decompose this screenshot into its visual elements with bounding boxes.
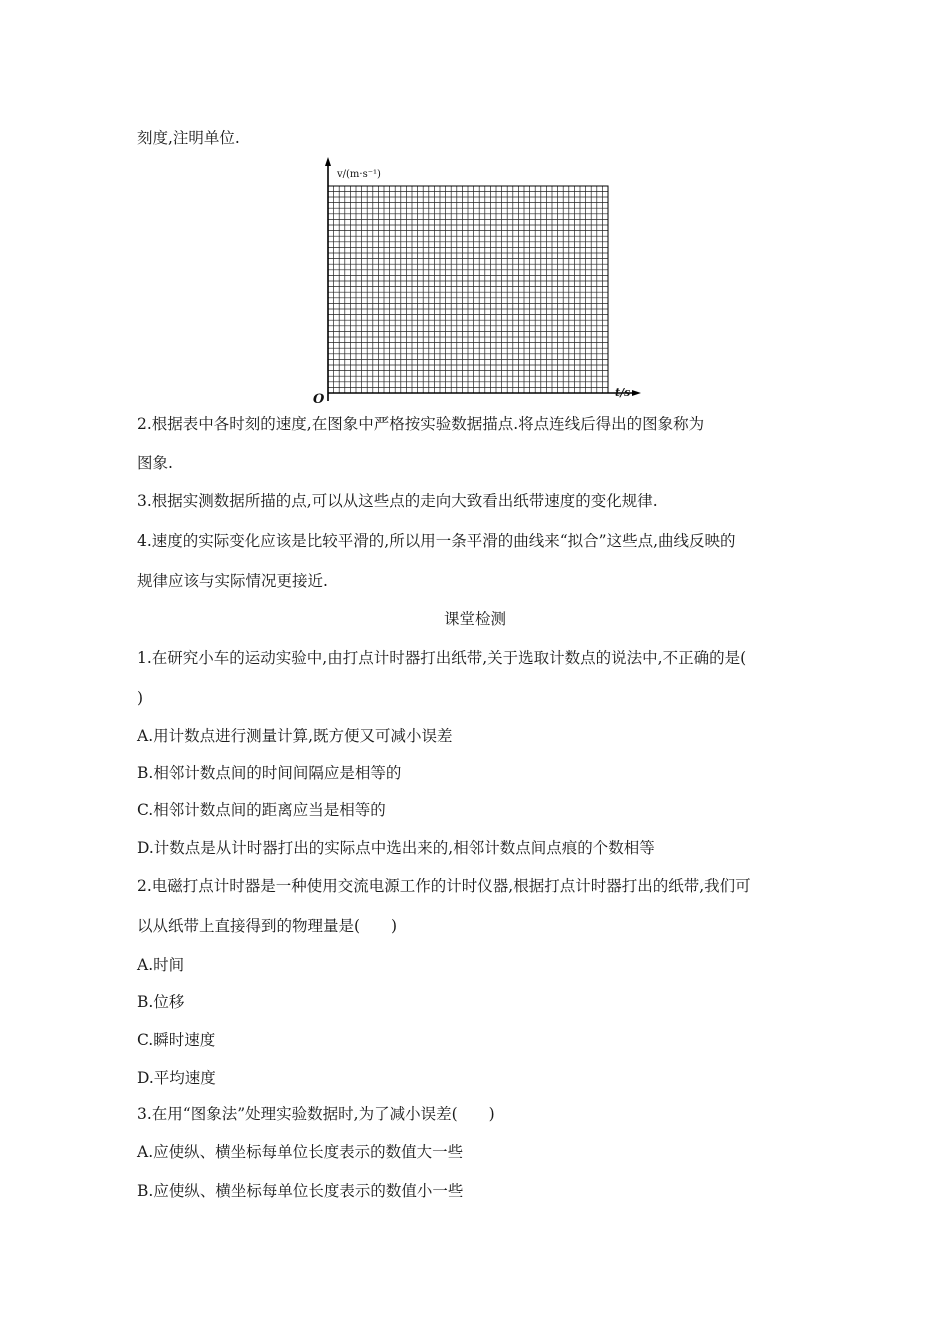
question-3-option-b: B.应使纵、横坐标每单位长度表示的数值小一些: [137, 1182, 464, 1200]
question-2-stem: 2.电磁打点计时器是一种使用交流电源工作的计时仪器,根据打点计时器打出的纸带,我们可: [137, 877, 751, 895]
question-2-option-d: D.平均速度: [137, 1069, 216, 1087]
step-3: 3.根据实测数据所描的点,可以从这些点的走向大致看出纸带速度的变化规律.: [137, 492, 658, 510]
velocity-time-graph: [310, 155, 650, 405]
x-axis-arrow-icon: [632, 390, 641, 396]
question-2-stem-continued: 以从纸带上直接得到的物理量是( ): [137, 917, 398, 935]
origin-label: O: [313, 392, 325, 405]
graph-grid: [328, 186, 608, 393]
question-1-option-d: D.计数点是从计时器打出的实际点中选出来的,相邻计数点间点痕的个数相等: [137, 839, 655, 857]
question-1-stem-continued: ): [137, 689, 144, 707]
section-title: 课堂检测: [443, 610, 506, 628]
x-axis-label: t/s: [615, 386, 631, 399]
y-axis-label: v/(m·s⁻¹): [337, 169, 381, 180]
question-1-option-a: A.用计数点进行测量计算,既方便又可减小误差: [137, 727, 453, 745]
step-2-continued: 图象.: [137, 454, 173, 472]
step-4: 4.速度的实际变化应该是比较平滑的,所以用一条平滑的曲线来“拟合”这些点,曲线反映的: [137, 532, 736, 550]
question-1-option-c: C.相邻计数点间的距离应当是相等的: [137, 801, 386, 819]
question-3-stem: 3.在用“图象法”处理实验数据时,为了减小误差( ): [137, 1105, 495, 1123]
y-axis-arrow-icon: [325, 157, 331, 166]
question-2-option-b: B.位移: [137, 993, 185, 1011]
question-2-option-c: C.瞬时速度: [137, 1031, 216, 1049]
question-1-option-b: B.相邻计数点间的时间间隔应是相等的: [137, 764, 402, 782]
question-3-option-a: A.应使纵、横坐标每单位长度表示的数值大一些: [137, 1143, 464, 1161]
intro-text: 刻度,注明单位.: [137, 129, 240, 147]
question-1-stem: 1.在研究小车的运动实验中,由打点计时器打出纸带,关于选取计数点的说法中,不正确的是(: [137, 649, 747, 667]
step-4-continued: 规律应该与实际情况更接近.: [137, 572, 328, 590]
question-2-option-a: A.时间: [137, 956, 185, 974]
step-2: 2.根据表中各时刻的速度,在图象中严格按实验数据描点.将点连线后得出的图象称为: [137, 415, 705, 433]
